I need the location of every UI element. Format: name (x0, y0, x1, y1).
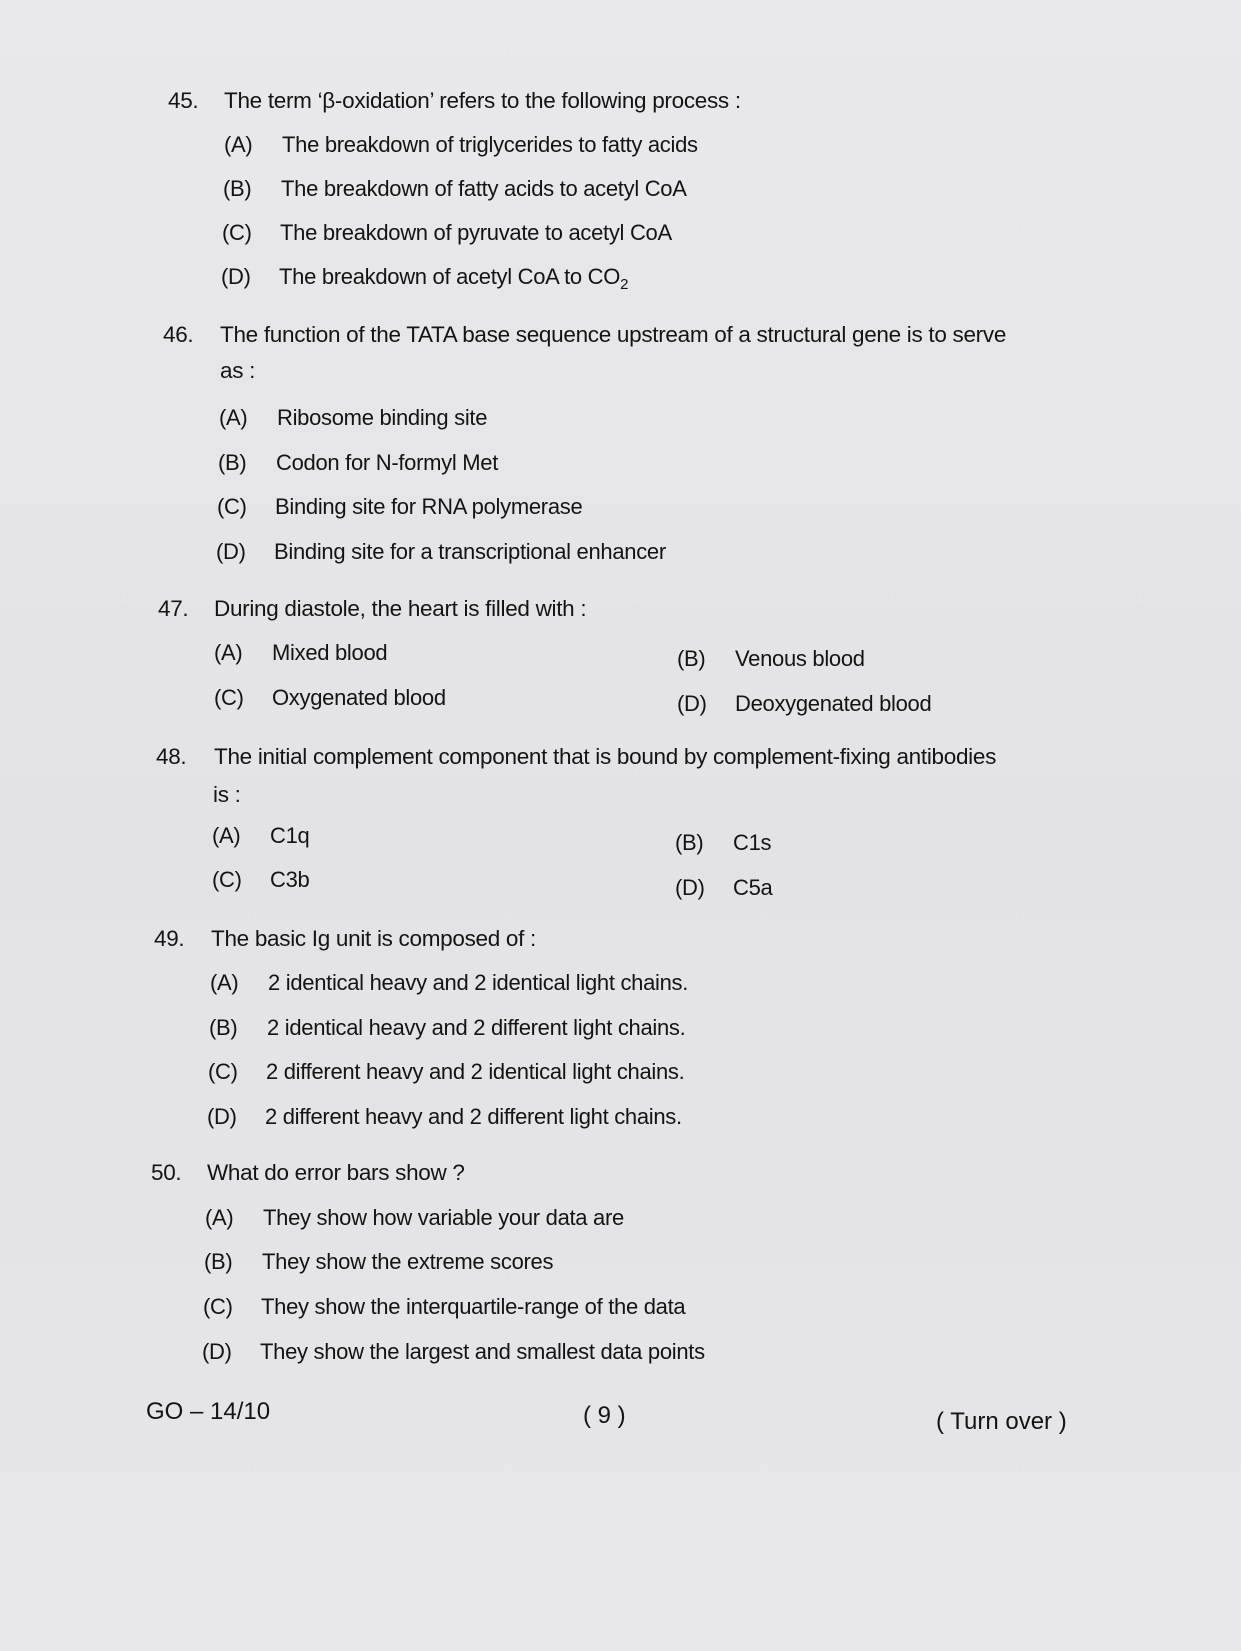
option-text: C1s (733, 830, 772, 855)
option (208, 1059, 684, 1085)
option-text: Binding site for a transcriptional enhancer (274, 539, 666, 564)
option (212, 867, 309, 893)
question-number: 46. (163, 322, 194, 347)
question-number: 45. (168, 88, 199, 113)
question-text: The function of the TATA base sequence upstream of a structural gene is to serve (220, 322, 1007, 347)
option (210, 970, 688, 996)
option-label: (D) (677, 691, 707, 716)
question-text: During diastole, the heart is filled with : (214, 596, 587, 621)
option-label: (B) (677, 646, 706, 671)
option-text: 2 different heavy and 2 different light chains. (265, 1104, 682, 1129)
option-label: (C) (222, 220, 252, 245)
option-label: (A) (224, 132, 253, 157)
question-text: The basic Ig unit is composed of : (211, 926, 536, 951)
option (675, 830, 771, 856)
option-label: (C) (217, 494, 247, 519)
option (207, 1104, 682, 1130)
option-text: C3b (270, 867, 310, 892)
option-text: They show the extreme scores (262, 1249, 554, 1274)
turn-over-label: ( Turn over ) (936, 1408, 1067, 1435)
option (675, 875, 772, 901)
question-text-continued: as : (220, 358, 256, 383)
option (221, 264, 628, 293)
question-number: 47. (158, 596, 189, 621)
option-text: Oxygenated blood (272, 685, 446, 710)
option-label: (B) (675, 830, 704, 855)
option (202, 1339, 705, 1365)
option-text: Deoxygenated blood (735, 691, 932, 716)
option-text: The breakdown of acetyl CoA to CO (279, 264, 621, 289)
option-label: (D) (202, 1339, 232, 1364)
option-subscript: 2 (620, 276, 629, 293)
option (209, 1015, 685, 1041)
option (205, 1205, 624, 1231)
option-text: They show the interquartile-range of the data (261, 1294, 686, 1319)
option-label: (A) (219, 405, 248, 430)
option-label: (B) (218, 450, 247, 475)
question-number: 50. (151, 1160, 182, 1185)
option-label: (A) (205, 1205, 234, 1230)
option (677, 691, 931, 717)
option-text: Ribosome binding site (277, 405, 488, 430)
option-text: C5a (733, 875, 773, 900)
option-text: 2 identical heavy and 2 identical light chains. (268, 970, 689, 995)
option-text: The breakdown of pyruvate to acetyl CoA (280, 220, 672, 245)
option-text: They show the largest and smallest data points (260, 1339, 705, 1364)
option (214, 640, 387, 666)
option-text: Codon for N-formyl Met (276, 450, 499, 475)
option (218, 450, 498, 476)
question-text: What do error bars show ? (207, 1160, 465, 1185)
page-number: ( 9 ) (583, 1402, 626, 1429)
option (677, 646, 865, 672)
question-number: 49. (154, 926, 185, 951)
option-label: (C) (208, 1059, 238, 1084)
option-label: (B) (209, 1015, 238, 1040)
option-label: (D) (216, 539, 246, 564)
option (223, 176, 687, 202)
option-text: C1q (270, 823, 310, 848)
option-text: Venous blood (735, 646, 865, 671)
option-label: (D) (221, 264, 251, 289)
option-label: (C) (214, 685, 244, 710)
question-text: The initial complement component that is bound by complement-fixing antibodies (214, 744, 997, 769)
option-label: (B) (223, 176, 252, 201)
option-label: (A) (214, 640, 243, 665)
option (214, 685, 446, 711)
option-text: The breakdown of fatty acids to acetyl CoA (281, 176, 687, 201)
option-text: The breakdown of triglycerides to fatty acids (282, 132, 698, 157)
option (224, 132, 698, 158)
option-label: (A) (212, 823, 241, 848)
question-number: 48. (156, 744, 187, 769)
option-label: (A) (210, 970, 239, 995)
option-text: 2 identical heavy and 2 different light chains. (267, 1015, 686, 1040)
option (203, 1294, 685, 1320)
question-text-continued: is : (213, 782, 241, 807)
option-text: Binding site for RNA polymerase (275, 494, 583, 519)
option (204, 1249, 553, 1275)
option-label: (D) (207, 1104, 237, 1129)
option-label: (D) (675, 875, 705, 900)
option (222, 220, 672, 246)
option (219, 405, 487, 431)
option-label: (C) (212, 867, 242, 892)
option-label: (C) (203, 1294, 233, 1319)
question-text: The term ‘β-oxidation’ refers to the following process : (224, 88, 741, 113)
option (216, 539, 666, 565)
option (212, 823, 309, 849)
option (217, 494, 582, 520)
paper-code: GO – 14/10 (146, 1398, 271, 1425)
option-text: 2 different heavy and 2 identical light chains. (266, 1059, 685, 1084)
option-text: Mixed blood (272, 640, 388, 665)
option-label: (B) (204, 1249, 233, 1274)
option-text: They show how variable your data are (263, 1205, 624, 1230)
